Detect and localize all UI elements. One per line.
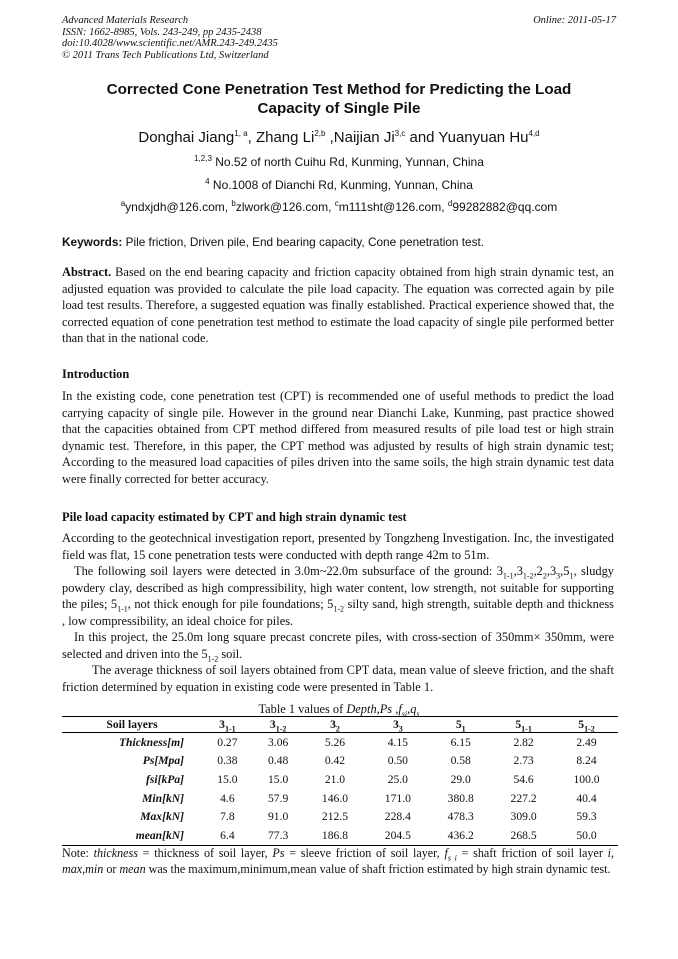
column-header: $5_{1-1}$ bbox=[492, 717, 555, 733]
table-cell: 268.5 bbox=[492, 826, 555, 845]
note-text: was the maximum,minimum,mean value of shaft friction estimated by high strain dynamic test. bbox=[145, 862, 611, 876]
author-name: Donghai Jiang bbox=[138, 129, 235, 146]
table-cell: 380.8 bbox=[447, 791, 474, 805]
note-term: i bbox=[607, 846, 611, 860]
note-term: thickness bbox=[93, 846, 138, 860]
note-text: = sleeve friction of soil layer, bbox=[284, 846, 445, 860]
table-row bbox=[62, 789, 618, 808]
soil-table bbox=[62, 716, 618, 846]
table-cell: 0.27 bbox=[217, 735, 238, 749]
layer-id: 5 bbox=[110, 597, 118, 611]
table-cell: 29.0 bbox=[450, 772, 471, 786]
title-line-1: Corrected Cone Penetration Test Method for Predicting the Load bbox=[106, 81, 572, 98]
affiliation-text: No.1008 of Dianchi Rd, Kunming, Yunnan, China bbox=[209, 178, 473, 192]
abstract bbox=[62, 264, 614, 347]
table-cell: 2.82 bbox=[513, 735, 534, 749]
table-cell: 57.9 bbox=[268, 791, 289, 805]
note-text: = thickness of soil layer, bbox=[137, 846, 273, 860]
author-name: Naijian Ji bbox=[333, 129, 395, 146]
layer-sub: 1-2 bbox=[522, 571, 534, 581]
email[interactable]: 99282882@qq.com bbox=[452, 200, 558, 214]
author-sup: 1, a bbox=[234, 129, 248, 138]
table-cell: 309.0 bbox=[510, 810, 537, 824]
column-header: $5_{1-2}$ bbox=[555, 717, 618, 733]
email-sup: d bbox=[447, 199, 453, 208]
table-cell: 59.3 bbox=[576, 810, 597, 824]
layer-id: ,2 bbox=[533, 564, 543, 578]
table-cell: 2.73 bbox=[513, 754, 534, 768]
email[interactable]: m111sht@126.com, bbox=[338, 200, 448, 214]
caption-variables: Depth,Ps ,f bbox=[346, 702, 402, 716]
title-line-2: Capacity of Single Pile bbox=[257, 100, 421, 117]
column-header: $3_2$ bbox=[304, 717, 367, 733]
table-cell: 40.4 bbox=[576, 791, 597, 805]
section-heading-introduction: Introduction bbox=[62, 367, 130, 381]
author-name: Zhang Li bbox=[255, 129, 315, 146]
keywords bbox=[62, 235, 616, 249]
paper-title bbox=[62, 80, 616, 118]
affiliation-2 bbox=[62, 178, 616, 193]
author-sep: , bbox=[325, 129, 334, 146]
table-cell: 15.0 bbox=[217, 772, 238, 786]
note-text: = shaft friction of soil layer bbox=[456, 846, 608, 860]
table-row bbox=[62, 770, 618, 789]
column-header: $5_1$ bbox=[429, 717, 492, 733]
author-list bbox=[62, 128, 616, 148]
table-cell: 0.38 bbox=[217, 754, 238, 768]
table-cell: 54.6 bbox=[513, 772, 534, 786]
table-cell: 227.2 bbox=[510, 791, 537, 805]
layer-id: 3 bbox=[496, 564, 503, 578]
column-header: $3_{1-2}$ bbox=[253, 717, 304, 733]
abstract-text: Based on the end bearing capacity and friction capacity obtained from high strain dynamic test, an adjusted equation was provided to calculate the pile load capacity. The equation was corrected again by pile load test results. Therefore, a suggested equation was finally established. Practical experience showed that, the corrected equation of cone penetration test method to estimate the load capacity of single pile performed better than that in the national code. bbox=[62, 265, 614, 345]
caption-variables: ,q bbox=[407, 702, 417, 716]
email-sup: a bbox=[120, 199, 126, 208]
row-label: Min[kN] bbox=[142, 791, 184, 805]
table-cell: 2.49 bbox=[576, 735, 597, 749]
text-run: , not thick enough for pile foundations; bbox=[127, 597, 328, 611]
table-row bbox=[62, 807, 618, 826]
section-heading-pile-capacity: Pile load capacity estimated by CPT and high strain dynamic test bbox=[62, 510, 407, 524]
caption-sub: s bbox=[416, 709, 420, 719]
keywords-text: Pile friction, Driven pile, End bearing capacity, Cone penetration test. bbox=[122, 235, 485, 249]
section2-paragraph-1: According to the geotechnical investigation report, presented by Tongzheng Investigation. Inc, the investigated field was flat, 15 cone penetration tests were conducted with depth range 42m to 51m. bbox=[62, 531, 614, 562]
layer-sub: 1 bbox=[569, 571, 574, 581]
layer-id: ,3 bbox=[513, 564, 523, 578]
table-cell: 204.5 bbox=[366, 826, 429, 845]
text-run: soil. bbox=[218, 646, 243, 661]
table-cell: 228.4 bbox=[384, 810, 411, 824]
layer-id: 5 bbox=[327, 597, 334, 611]
email-sup: b bbox=[231, 199, 236, 208]
table-cell: 436.2 bbox=[429, 826, 492, 845]
layer-sub: 3 bbox=[556, 571, 561, 581]
note-term: max,min bbox=[62, 862, 104, 876]
note-text: , bbox=[610, 846, 614, 860]
layer-id: 5 bbox=[201, 646, 208, 661]
layer-sub: 1-2 bbox=[207, 653, 219, 663]
table-cell: 0.50 bbox=[387, 754, 408, 768]
table-cell: 21.0 bbox=[324, 772, 346, 786]
table-cell: 0.48 bbox=[268, 754, 289, 768]
journal-name: Advanced Materials Research bbox=[62, 15, 189, 26]
table-cell: 146.0 bbox=[321, 791, 349, 805]
text-run: silty sand, high strength, suitable depth and thickness , low compressibility, an ideal choice for piles. bbox=[62, 597, 614, 628]
table-cell: 6.4 bbox=[202, 826, 253, 845]
text-run: , sludgy powdery clay, described as high compressibility, high water content, low strength, not suitable for supporting the piles; bbox=[62, 564, 614, 611]
table-cell: 5.26 bbox=[324, 735, 346, 749]
affiliation-text: No.52 of north Cuihu Rd, Kunming, Yunnan, China bbox=[211, 155, 484, 169]
layer-id: ,3 bbox=[546, 564, 557, 578]
author-sup: 2,b bbox=[314, 129, 326, 138]
layer-sub: 1-1 bbox=[117, 604, 128, 614]
email[interactable]: yndxjdh@126.com, bbox=[125, 200, 232, 214]
table-cell: 15.0 bbox=[268, 772, 289, 786]
table-header-row bbox=[62, 717, 618, 733]
section2-paragraph-4: The average thickness of soil layers obtained from CPT data, mean value of sleeve friction, and the shaft friction determined by equation in existing code were presented in Table 1. bbox=[62, 663, 614, 694]
row-label: Ps[Mpa] bbox=[142, 754, 184, 768]
table-cell: 50.0 bbox=[555, 826, 618, 845]
section2-paragraph-2 bbox=[62, 563, 614, 629]
text-run: The following soil layers were detected in 3.0m~22.0m subsurface of the ground: bbox=[74, 564, 497, 578]
issn: ISSN: 1662-8985, Vols. 243-249, pp 2435-2438 bbox=[62, 26, 262, 38]
text-run: In this project, the 25.0m long square precast concrete piles, with cross-section of 350mm× 350mm, were selected and driven into the bbox=[62, 630, 614, 661]
email-sup: c bbox=[334, 199, 339, 208]
author-sup: 4,d bbox=[528, 129, 540, 138]
row-label: fsi[kPa] bbox=[146, 772, 184, 786]
journal-header bbox=[62, 15, 278, 61]
email-list bbox=[62, 200, 616, 215]
affiliation-sup: 1,2,3 bbox=[194, 154, 212, 163]
column-header: $3_3$ bbox=[366, 717, 429, 733]
author-sep: , bbox=[247, 129, 256, 146]
layer-sub: 1-1 bbox=[502, 571, 514, 581]
note-term: mean bbox=[119, 862, 146, 876]
caption-sub: si bbox=[401, 709, 408, 719]
layer-sub: 1-2 bbox=[333, 604, 345, 614]
author-sep: and bbox=[405, 129, 439, 146]
copyright: © 2011 Trans Tech Publications Ltd, Switzerland bbox=[62, 49, 269, 61]
table-cell: 212.5 bbox=[321, 810, 349, 824]
email[interactable]: zlwork@126.com, bbox=[235, 200, 335, 214]
table-caption bbox=[62, 702, 616, 717]
row-label: mean[kN] bbox=[62, 826, 202, 845]
affiliation-sup: 4 bbox=[205, 177, 210, 186]
introduction-text: In the existing code, cone penetration test (CPT) is recommended one of useful methods to predict the load carrying capacity of single pile. However in the ground near Dianchi Lake, Kunming, past practice showed that the capacities obtained from CPT method differed from measured results of pile load test or high strain dynamic test. Therefore, in this paper, the CPT method was adjusted by results of high strain dynamic test; According to the measured load capacities of piles driven into the same soils, the high strain dynamic test data were finally corrected for better accuracy. bbox=[62, 389, 614, 486]
section2-paragraph-3 bbox=[62, 629, 614, 662]
row-label: Max[kN] bbox=[140, 810, 184, 824]
table-cell: 171.0 bbox=[384, 791, 411, 805]
table-cell: 91.0 bbox=[268, 810, 289, 824]
note-term: f bbox=[444, 846, 448, 860]
table-cell: 3.06 bbox=[268, 735, 289, 749]
note-text: or bbox=[103, 862, 120, 876]
note-sub: s i bbox=[447, 853, 457, 863]
table-row bbox=[62, 733, 618, 752]
table-cell: 4.6 bbox=[220, 791, 235, 805]
table-cell: 186.8 bbox=[304, 826, 367, 845]
layer-sub: 2 bbox=[542, 571, 547, 581]
table-cell: 478.3 bbox=[447, 810, 474, 824]
caption-prefix: Table 1 values of bbox=[258, 702, 347, 716]
layer-id: ,5 bbox=[560, 564, 570, 578]
table-cell: 25.0 bbox=[387, 772, 408, 786]
table-cell: 7.8 bbox=[220, 810, 235, 824]
doi: doi:10.4028/www.scientific.net/AMR.243-249.2435 bbox=[62, 38, 278, 49]
table-cell: 6.15 bbox=[450, 735, 471, 749]
online-date: Online: 2011-05-17 bbox=[533, 15, 616, 26]
affiliation-1 bbox=[62, 155, 616, 170]
keywords-label: Keywords: bbox=[62, 235, 123, 249]
table-cell: 100.0 bbox=[573, 772, 600, 786]
note-prefix: Note: bbox=[62, 846, 94, 860]
author-sup: 3,c bbox=[394, 129, 406, 138]
row-label: Thickness[m] bbox=[118, 735, 184, 749]
table-cell: 8.24 bbox=[576, 754, 597, 768]
table-cell: 4.15 bbox=[387, 735, 408, 749]
table-row bbox=[62, 752, 618, 771]
note-term: Ps bbox=[272, 846, 285, 860]
table-row bbox=[62, 826, 618, 845]
author-name: Yuanyuan Hu bbox=[438, 129, 529, 146]
table-cell: 0.42 bbox=[324, 754, 346, 768]
column-header-soil-layers: Soil layers bbox=[62, 717, 202, 733]
table-cell: 0.58 bbox=[450, 754, 471, 768]
abstract-label: Abstract. bbox=[62, 265, 112, 279]
table-note bbox=[62, 845, 614, 877]
table-cell: 77.3 bbox=[253, 826, 304, 845]
column-header: $3_{1-1}$ bbox=[202, 717, 253, 733]
